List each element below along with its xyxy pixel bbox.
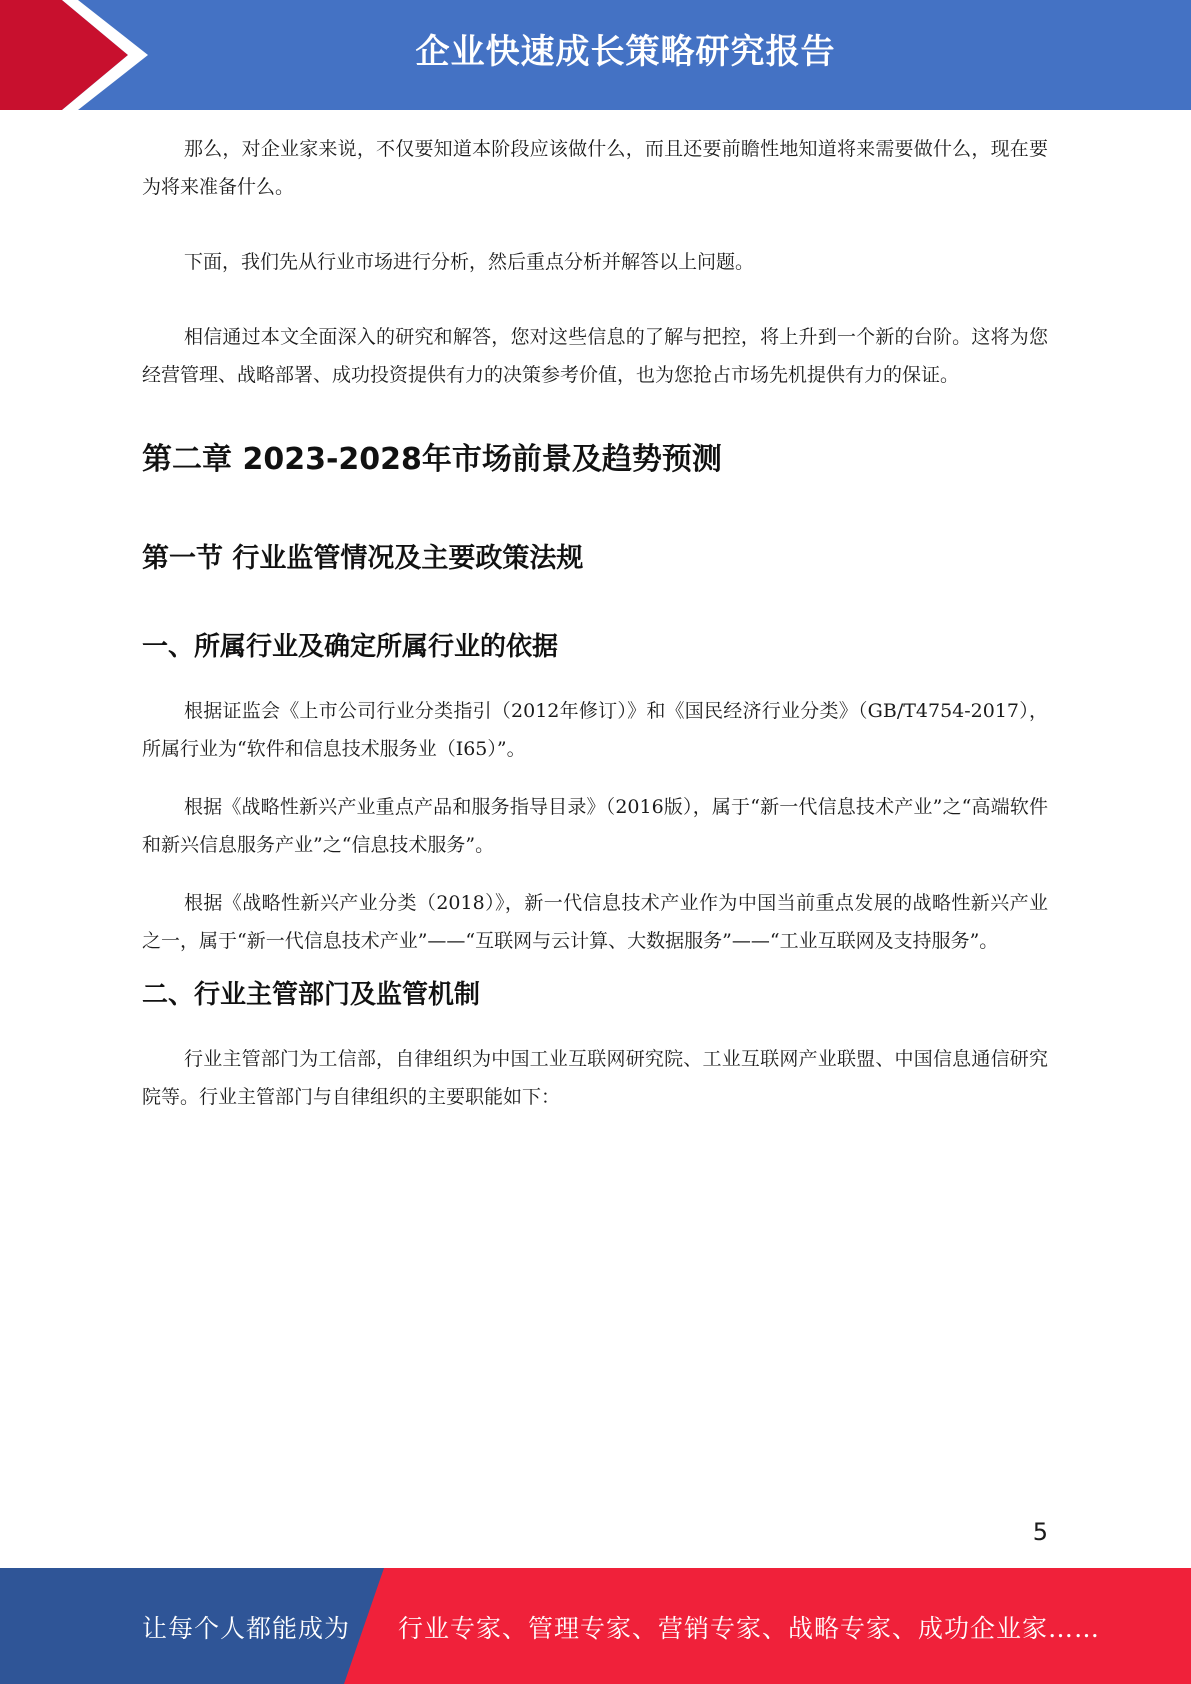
paragraph-7: 行业主管部门为工信部，自律组织为中国工业互联网研究院、工业互联网产业联盟、中国信息通信研究院等。行业主管部门与自律组织的主要职能如下： [142,1048,1048,1108]
footer-slogan-right: 行业专家、管理专家、营销专家、战略专家、成功企业家…… [398,1614,1101,1643]
footer-slogan-left: 让每个人都能成为 [142,1614,351,1643]
page-number: 5 [1032,1518,1048,1546]
paragraph-5: 根据《战略性新兴产业重点产品和服务指导目录》（2016版），属于“新一代信息技术产业”之“高端软件和新兴信息服务产业”之“信息技术服务”。 [142,796,1048,856]
chapter-title: 第二章 2023-2028年市场前景及趋势预测 [142,442,722,477]
subsection-title-1: 一、所属行业及确定所属行业的依据 [142,632,559,662]
paragraph-2: 下面，我们先从行业市场进行分析，然后重点分析并解答以上问题。 [184,251,755,273]
section-title: 第一节 行业监管情况及主要政策法规 [142,543,584,574]
paragraph-6: 根据《战略性新兴产业分类（2018）》，新一代信息技术产业作为中国当前重点发展的战略性新兴产业之一，属于“新一代信息技术产业”——“互联网与云计算、大数据服务”——“工业互联网及支持服务”。 [142,892,1048,952]
document-body [142,130,1048,1116]
paragraph-1: 那么，对企业家来说，不仅要知道本阶段应该做什么，而且还要前瞻性地知道将来需要做什么，现在要为将来准备什么。 [142,138,1048,198]
header-title: 企业快速成长策略研究报告 [415,32,836,72]
subsection-title-2: 二、行业主管部门及监管机制 [142,980,481,1010]
page-footer [0,1568,1191,1684]
page-header [0,0,1191,110]
paragraph-4: 根据证监会《上市公司行业分类指引（2012年修订）》和《国民经济行业分类》（GB/T4754-2017），所属行业为“软件和信息技术服务业（I65）”。 [142,700,1048,760]
paragraph-3: 相信通过本文全面深入的研究和解答，您对这些信息的了解与把控，将上升到一个新的台阶。这将为您经营管理、战略部署、成功投资提供有力的决策参考价值，也为您抢占市场先机提供有力的保证。 [142,326,1048,386]
